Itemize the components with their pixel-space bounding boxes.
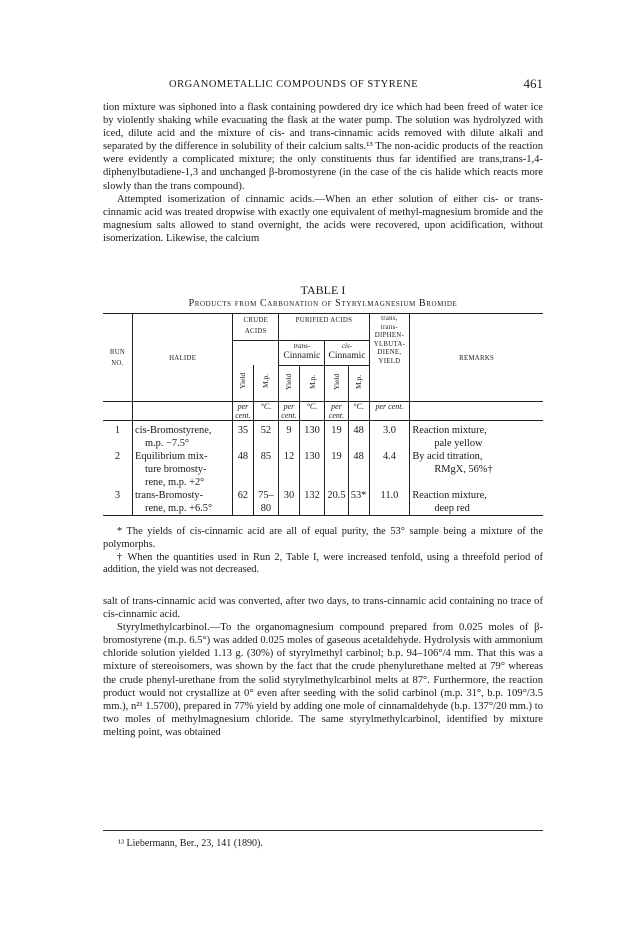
header-crude-acids: CRUDE ACIDS	[233, 314, 279, 341]
cell-diene-yield: 3.0	[369, 420, 410, 450]
reference-footnote: ¹³ Liebermann, Ber., 23, 141 (1890).	[118, 838, 263, 849]
cell-crude-yield: 62	[233, 489, 253, 516]
cell-halide	[132, 420, 232, 450]
cell-line: trans-Bromosty-	[134, 489, 204, 501]
cell-line: Equilibrium mix-	[134, 450, 208, 462]
cell-line: pale yellow	[434, 437, 483, 449]
cell-run: 1	[103, 420, 132, 450]
cell-crude-mp: 85	[253, 450, 279, 489]
page-number: 461	[523, 76, 543, 91]
header-purified-acids: PURIFIED ACIDS	[279, 314, 369, 341]
footnote-divider	[103, 830, 543, 831]
paragraph: tion mixture was siphoned into a flask containing powdered dry ice which had been freed of water ice by violently shaking while evacuating the flask at the water pump. The solution was hydrolyzed with iced, dilute acid and the mixture of cis- and trans-cinnamic acids removed with dilute alkali and separated by the difference in solubility of their calcium salts.¹³ The non-acidic products of the reaction were evidently a complicated mixture; the only constituents thus far identified are trans,trans-1,4-diphenylbutadiene-1,3 and unchanged β-bromostyrene (in the case of the cis halide which reacts more slowly than the trans compound).	[103, 102, 543, 192]
cell-diene-yield: 11.0	[369, 489, 410, 516]
cell-cis-yield: 19	[325, 420, 348, 450]
body-text-bottom	[103, 595, 543, 739]
cell-trans-yield: 9	[279, 420, 299, 450]
units-row: per cent. °C. per cent. °C. per cent. °C. per cent.	[103, 401, 543, 420]
body-text-top	[103, 101, 543, 245]
header-diene: trans, trans-DIPHEN-YLBUTA-DIENE, YIELD	[369, 314, 410, 366]
paragraph: salt of trans-cinnamic acid was converted, after two days, to trans-cinnamic acid containing no trace of cis-cinnamic acid.	[103, 596, 543, 621]
cell-line: Reaction mixture,	[412, 424, 487, 436]
cell-crude-mp: 52	[253, 420, 279, 450]
cell-trans-mp: 132	[299, 489, 325, 516]
cell-cis-yield: 20.5	[325, 489, 348, 516]
cell-crude-yield: 48	[233, 450, 253, 489]
cell-trans-yield: 30	[279, 489, 299, 516]
cell-trans-mp: 130	[299, 420, 325, 450]
cell-line: cis-Bromostyrene,	[134, 424, 212, 436]
cell-cis-yield: 19	[325, 450, 348, 489]
header-trans-cinnamic: trans- Cinnamic	[279, 340, 325, 365]
cell-line: m.p. −7.5°	[144, 437, 190, 449]
paragraph: Attempted isomerization of cinnamic acids.—When an ether solution of either cis- or trans-cinnamic acid was treated dropwise with exactly one equivalent of methyl-magnesium bromide and the magnesium salts allowed to stand overnight, the acids were recovered, upon acidification, without isomerization. Likewise, the calcium	[103, 193, 543, 244]
cell-line: deep red	[434, 502, 470, 514]
cell-line: rene, m.p. +2°	[144, 476, 205, 488]
footnote: * The yields of cis-cinnamic acid are all of equal purity, the 53° sample being a mixture of the polymorphs.	[103, 526, 543, 550]
cell-cis-mp: 48	[348, 420, 369, 450]
header-trans-yield: Yield	[279, 365, 299, 401]
header-cis-mp: M.p.	[348, 365, 369, 401]
header-cis-yield: Yield	[325, 365, 348, 401]
cell-trans-mp: 130	[299, 450, 325, 489]
table-row	[103, 489, 543, 516]
cell-line: By acid titration,	[412, 450, 483, 462]
running-title: ORGANOMETALLIC COMPOUNDS OF STYRENE	[169, 79, 419, 90]
cell-line: RMgX, 56%†	[434, 463, 493, 475]
cell-cis-mp: 53*	[348, 489, 369, 516]
header-crude-mp: M.p.	[253, 365, 279, 401]
cell-remarks	[410, 489, 543, 516]
cell-run: 2	[103, 450, 132, 489]
header-halide: HALIDE	[132, 314, 232, 402]
cell-line: rene, m.p. +6.5°	[144, 502, 213, 514]
cell-crude-yield: 35	[233, 420, 253, 450]
table-row	[103, 420, 543, 450]
cell-remarks	[410, 420, 543, 450]
header-crude-yield: Yield	[233, 365, 253, 401]
cell-diene-yield: 4.4	[369, 450, 410, 489]
header-trans-mp: M.p.	[299, 365, 325, 401]
table-row	[103, 450, 543, 489]
cell-line: Reaction mixture,	[412, 489, 487, 501]
header-cis-cinnamic: cis- Cinnamic	[325, 340, 369, 365]
paragraph: Styrylmethylcarbinol.—To the organomagnesium compound prepared from 0.025 moles of β-bromostyrene (m.p. 6.5°) was added 0.025 moles of gaseous acetaldehyde. Hydrolysis with ammonium chloride solution yielded 1.13 g. (30%) of styrylmethyl carbinol; b.p. 94–106°/4 mm. That this was a mixture of stereoisomers, was shown by the fact that the crude phenylurethane melted at 79° whereas the crude phenyl-urethane from the solid styrylmethylcarbinol melts at 87°. Furthermore, the reaction product would not crystallize at 0° even after seeding with the solid carbinol (m.p. 31°, b.p. 109°/3.5 mm.), n²¹ 1.5700), prepared in 77% yield by adding one mole of cinnamaldehyde (b.p. 137°/20 mm.) to two moles of methylmagnesium chloride. The same styrylmethylcarbinol, identified by mixture melting point, was obtained	[103, 622, 543, 738]
cell-line: ture bromosty-	[144, 463, 207, 475]
table-title: TABLE I	[300, 283, 346, 297]
table-subtitle: Products from Carbonation of Styrylmagnesium Bromide	[188, 298, 458, 309]
footnote: † When the quantities used in Run 2, Table I, were increased tenfold, using a threefold period of addition, the yield was not decreased.	[103, 551, 543, 576]
header-run: RUN NO.	[103, 314, 132, 402]
cell-crude-mp: 75–80	[253, 489, 279, 516]
table-footnotes	[103, 526, 543, 577]
cell-run: 3	[103, 489, 132, 516]
cell-remarks	[410, 450, 543, 489]
cell-cis-mp: 48	[348, 450, 369, 489]
cell-trans-yield: 12	[279, 450, 299, 489]
data-table	[103, 313, 543, 516]
cell-halide	[132, 489, 232, 516]
cell-halide	[132, 450, 232, 489]
header-remarks: REMARKS	[410, 314, 543, 402]
